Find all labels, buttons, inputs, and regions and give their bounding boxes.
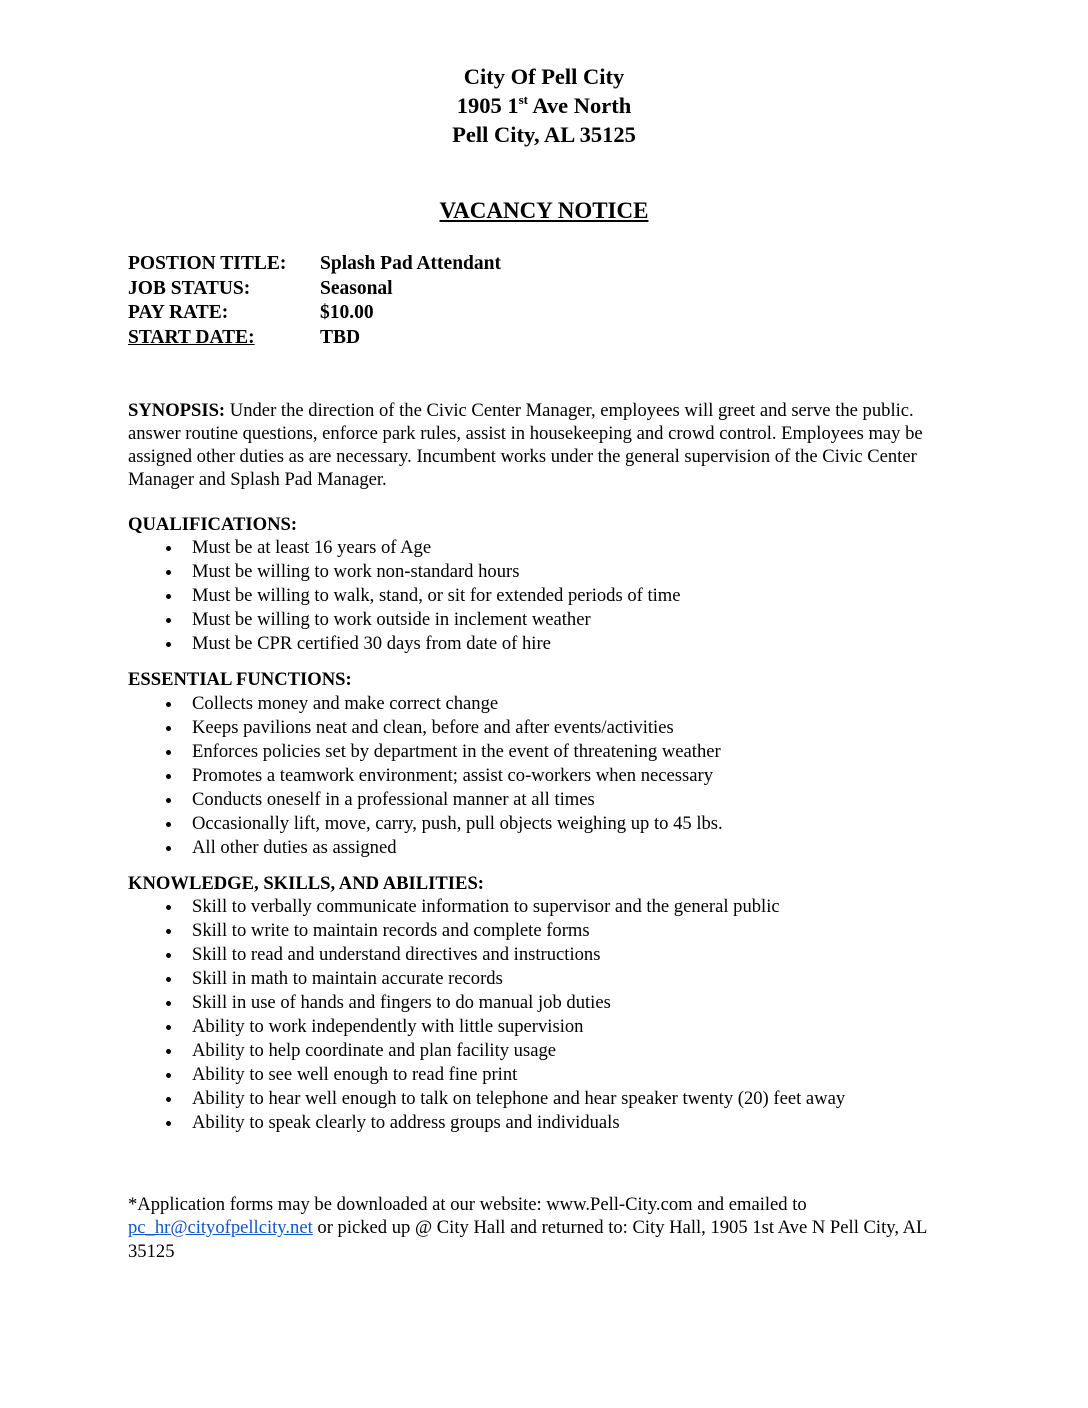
address-street: Ave North: [527, 93, 632, 118]
field-pay-rate: [128, 301, 501, 326]
footer-text-after: or picked up @ City Hall and returned to: City Hall, 1905 1st Ave N Pell City, AL 35125: [128, 1217, 927, 1262]
list-item: Promotes a teamwork environment; assist co-workers when necessary: [128, 764, 963, 788]
list-item: Ability to see well enough to read fine print: [128, 1063, 963, 1087]
list-item: Conducts oneself in a professional manner at all times: [128, 788, 963, 812]
field-label: POSTION TITLE:: [128, 253, 287, 274]
field-value: Seasonal: [320, 277, 393, 299]
position-fields: [128, 252, 501, 350]
city-state-zip: Pell City, AL 35125: [452, 122, 636, 147]
list-item: Ability to work independently with little supervision: [128, 1015, 963, 1039]
list-item: Must be willing to walk, stand, or sit for extended periods of time: [128, 584, 963, 608]
list-item: Skill to verbally communicate information to supervisor and the general public: [128, 895, 963, 919]
city-address: [0, 91, 1088, 120]
list-item: Must be at least 16 years of Age: [128, 536, 963, 560]
essential-functions-heading: ESSENTIAL FUNCTIONS:: [128, 669, 352, 691]
field-value: $10.00: [320, 302, 374, 323]
field-value: TBD: [320, 326, 361, 348]
qualifications-heading: QUALIFICATIONS:: [128, 514, 298, 536]
list-item: Keeps pavilions neat and clean, before and after events/activities: [128, 716, 963, 740]
field-position-title: [128, 252, 501, 277]
list-item: Skill in use of hands and fingers to do manual job duties: [128, 991, 963, 1015]
list-item: Skill in math to maintain accurate records: [128, 967, 963, 991]
list-item: Ability to speak clearly to address groups and individuals: [128, 1111, 963, 1135]
hr-email-link[interactable]: pc_hr@cityofpellcity.net: [128, 1217, 313, 1239]
synopsis-text: Under the direction of the Civic Center Manager, employees will greet and serve the public. answer routine questions, enforce park rules, assist in housekeeping and crowd control. Employees may be assigned other duties as are necessary. Incumbent works under the general supervision of the Civic Center Manager and Splash Pad Manager.: [128, 400, 923, 491]
address-number: 1905 1: [456, 93, 519, 118]
field-job-status: [128, 277, 501, 302]
application-footer: [128, 1193, 958, 1263]
list-item: Skill to read and understand directives and instructions: [128, 943, 963, 967]
list-item: Enforces policies set by department in the event of threatening weather: [128, 740, 963, 764]
list-item: Skill to write to maintain records and complete forms: [128, 919, 963, 943]
vacancy-notice-title: VACANCY NOTICE: [439, 198, 649, 223]
field-start-date: [128, 326, 501, 351]
field-value: Splash Pad Attendant: [320, 253, 501, 274]
list-item: Must be willing to work non-standard hours: [128, 560, 963, 584]
notice-body: [128, 399, 963, 1135]
qualifications-list: [128, 536, 963, 656]
list-item: Must be CPR certified 30 days from date of hire: [128, 632, 963, 656]
city-name: City Of Pell City: [463, 64, 625, 89]
field-label: START DATE:: [128, 326, 255, 348]
list-item: Collects money and make correct change: [128, 692, 963, 716]
field-label: JOB STATUS:: [128, 277, 251, 299]
address-ordinal: st: [518, 92, 528, 107]
synopsis-label: SYNOPSIS:: [128, 400, 226, 421]
essential-functions-list: [128, 692, 963, 860]
list-item: Occasionally lift, move, carry, push, pull objects weighing up to 45 lbs.: [128, 812, 963, 836]
field-label: PAY RATE:: [128, 302, 229, 323]
synopsis-paragraph: [128, 399, 963, 491]
city-header: [0, 62, 1088, 149]
ksa-list: [128, 895, 963, 1135]
list-item: Ability to hear well enough to talk on telephone and hear speaker twenty (20) feet away: [128, 1087, 963, 1111]
list-item: All other duties as assigned: [128, 836, 963, 860]
footer-text-before: *Application forms may be downloaded at our website: www.Pell-City.com and emailed to: [128, 1194, 807, 1215]
list-item: Must be willing to work outside in inclement weather: [128, 608, 963, 632]
list-item: Ability to help coordinate and plan facility usage: [128, 1039, 963, 1063]
ksa-heading: KNOWLEDGE, SKILLS, AND ABILITIES:: [128, 872, 484, 894]
